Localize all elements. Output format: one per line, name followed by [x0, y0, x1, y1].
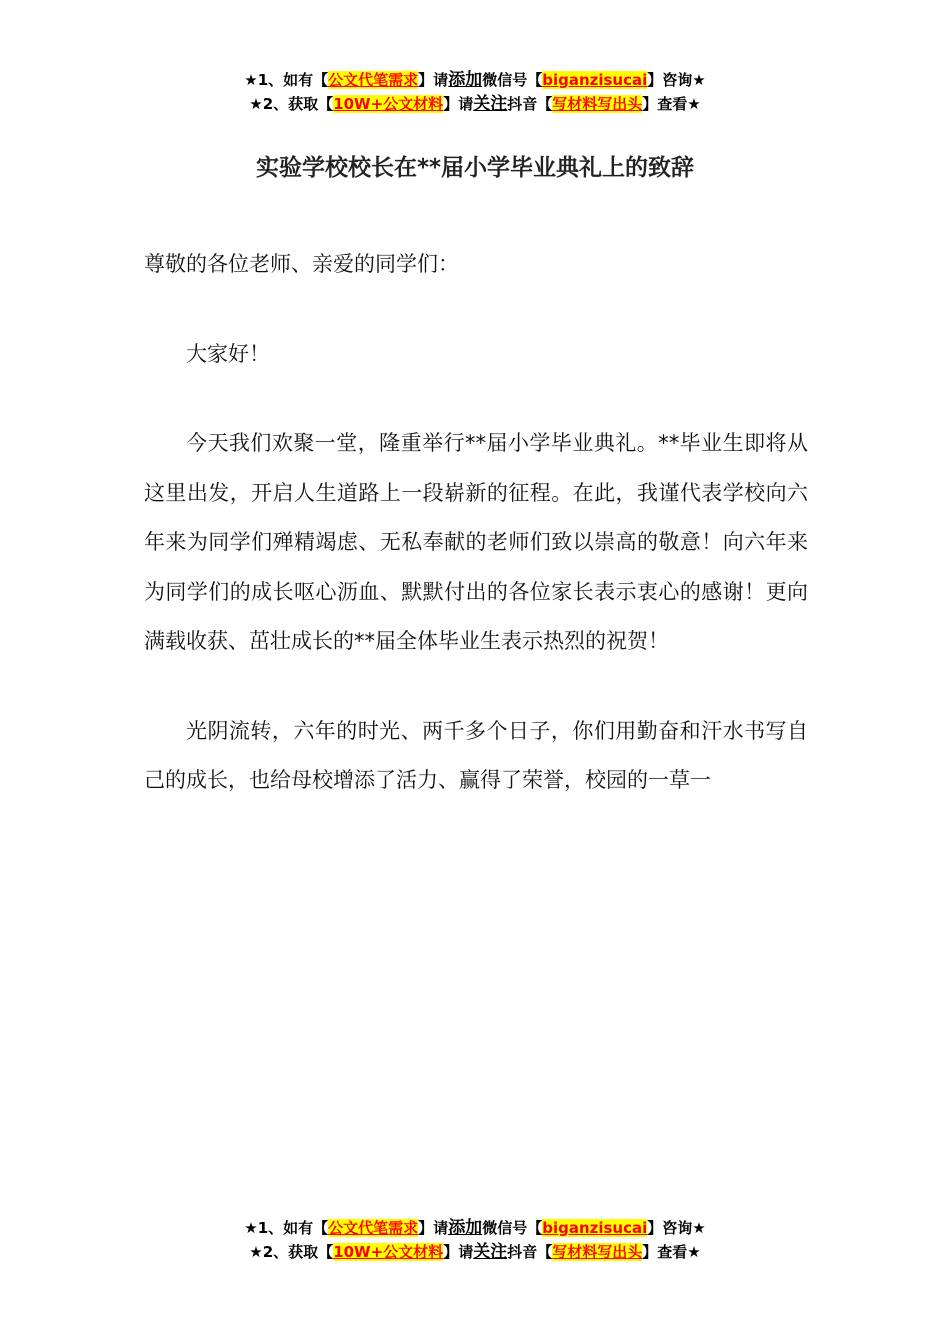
banner-line-1: ★1、如有【公文代笔需求】请添加微信号【biganzisucai】咨询★ — [244, 70, 706, 90]
banner-line-2: ★2、获取【10W+公文材料】请关注抖音【写材料写出头】查看★ — [249, 94, 701, 114]
banner-emphasis: 添加 — [448, 70, 483, 90]
banner-highlight: 公文代笔需求 — [328, 1219, 419, 1237]
document-body — [144, 240, 808, 806]
banner-emphasis: 关注 — [473, 1242, 508, 1262]
document-title: 实验学校校长在**届小学毕业典礼上的致辞 — [255, 155, 695, 181]
salutation: 尊敬的各位老师、亲爱的同学们： — [144, 252, 459, 276]
banner-highlight: 10W+公文材料 — [333, 95, 444, 113]
footer-banner — [0, 1216, 950, 1264]
banner-emphasis: 添加 — [448, 1218, 483, 1238]
banner-highlight: 公文代笔需求 — [328, 71, 419, 89]
banner-emphasis: 关注 — [473, 94, 508, 114]
banner-highlight: biganzisucai — [542, 1219, 648, 1237]
body-paragraph: 光阴流转，六年的时光、两千多个日子，你们用勤奋和汗水书写自己的成长，也给母校增添了活力、赢得了荣誉，校园的一草一 — [144, 718, 808, 792]
banner-line-1: ★1、如有【公文代笔需求】请添加微信号【biganzisucai】咨询★ — [244, 1218, 706, 1238]
banner-line-2: ★2、获取【10W+公文材料】请关注抖音【写材料写出头】查看★ — [249, 1242, 701, 1262]
body-paragraph: 今天我们欢聚一堂，隆重举行**届小学毕业典礼。**毕业生即将从这里出发，开启人生道路上一段崭新的征程。在此，我谨代表学校向六年来为同学们殚精竭虑、无私奉献的老师们致以崇高的敬意！向六年来为同学们的成长呕心沥血、默默付出的各位家长表示衷心的感谢！更向满载收获、茁壮成长的**届全体毕业生表示热烈的祝贺！ — [144, 431, 808, 653]
banner-highlight: 写材料写出头 — [552, 95, 643, 113]
greeting: 大家好！ — [186, 341, 270, 366]
banner-highlight: 10W+公文材料 — [333, 1243, 444, 1261]
banner-highlight: biganzisucai — [542, 71, 648, 89]
banner-highlight: 写材料写出头 — [552, 1243, 643, 1261]
header-banner — [0, 68, 950, 116]
